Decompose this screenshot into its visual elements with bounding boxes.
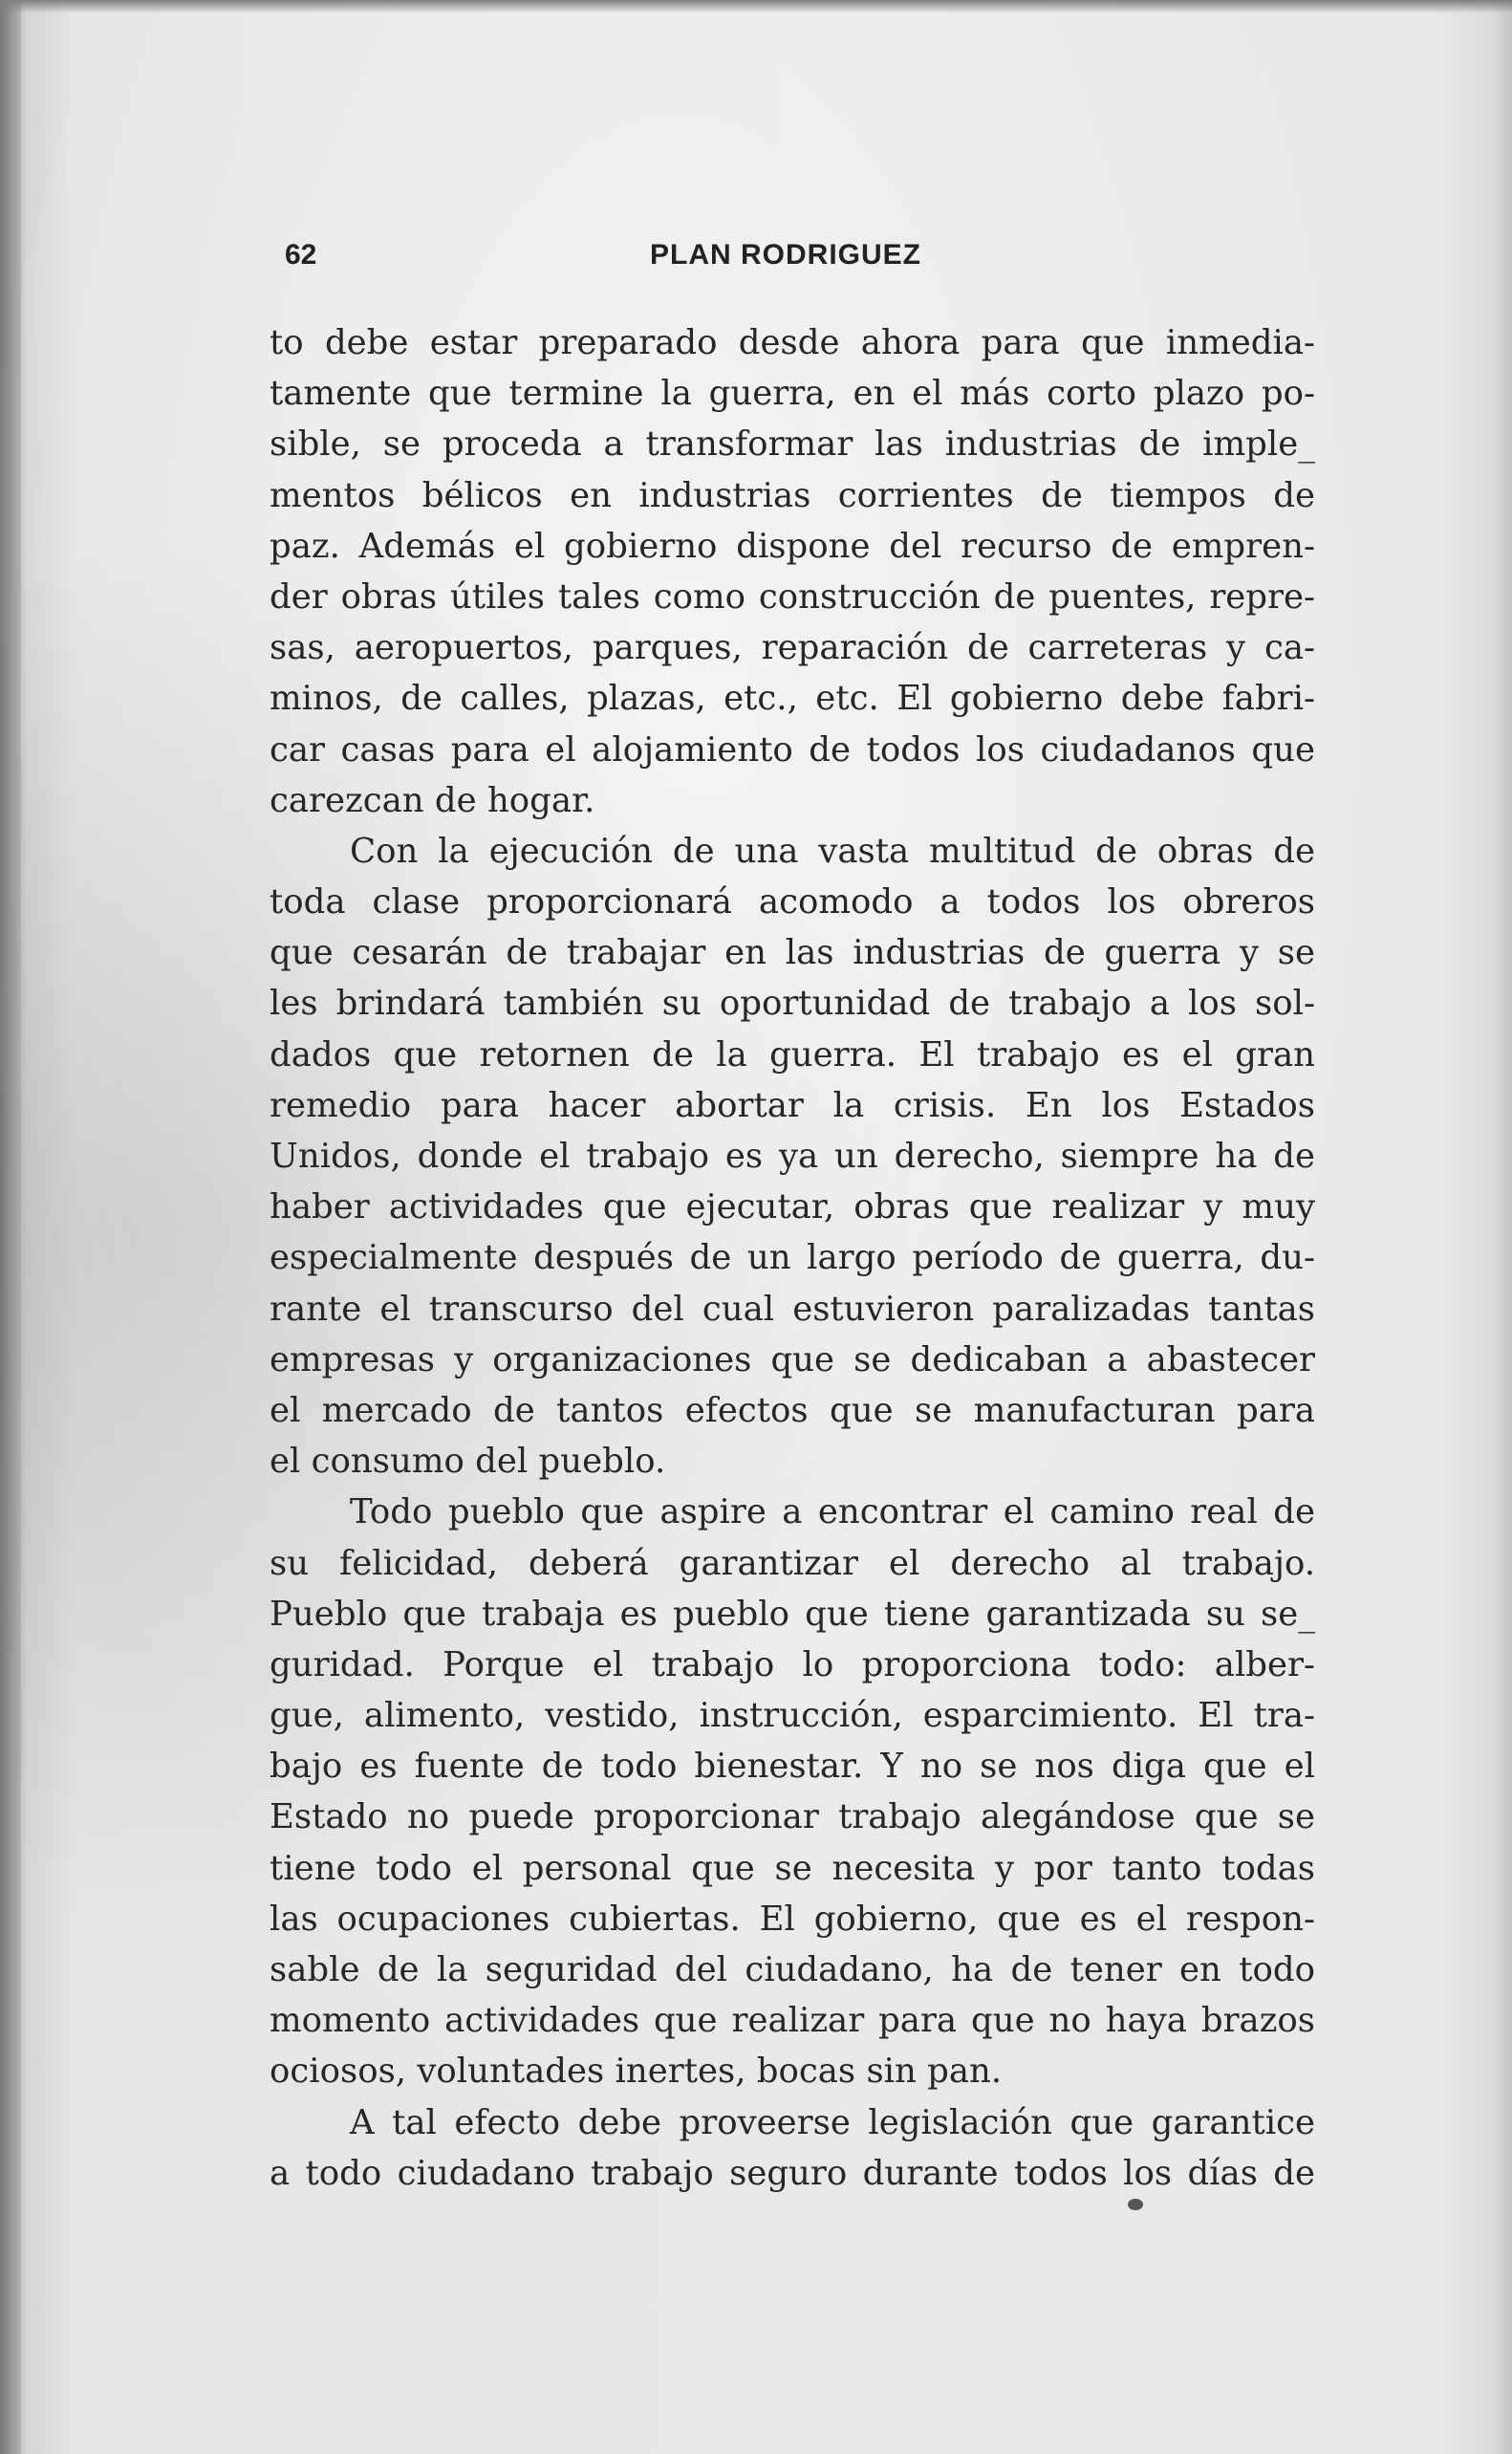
body-text xyxy=(270,317,1315,2199)
text-line: paz. Además el gobierno dispone del recurso de empren- xyxy=(270,526,1315,566)
running-title: PLAN RODRIGUEZ xyxy=(650,239,921,271)
text-line: minos, de calles, plazas, etc., etc. El gobierno debe fabri- xyxy=(270,679,1315,719)
page-left-shadow xyxy=(0,0,21,2454)
text-line: gue, alimento, vestido, instrucción, esparcimiento. El tra- xyxy=(270,1696,1315,1736)
ink-speck xyxy=(1128,2199,1143,2210)
text-line: A tal efecto debe proveerse legislación que garantice xyxy=(350,2102,1315,2142)
text-line: ociosos, voluntades inertes, bocas sin pan. xyxy=(270,2052,1003,2092)
text-line: bajo es fuente de todo bienestar. Y no se nos diga que el xyxy=(270,1747,1315,1787)
text-line: que cesarán de trabajar en las industrias de guerra y se xyxy=(270,933,1315,973)
text-line: las ocupaciones cubiertas. El gobierno, que es el respon- xyxy=(270,1899,1315,1939)
text-line: guridad. Porque el trabajo lo proporciona todo: alber- xyxy=(270,1644,1315,1684)
text-line: Todo pueblo que aspire a encontrar el camino real de xyxy=(350,1492,1315,1532)
text-line: tiene todo el personal que se necesita y por tanto todas xyxy=(270,1848,1315,1888)
text-line: sable de la seguridad del ciudadano, ha de tener en todo xyxy=(270,1950,1315,1989)
text-line: remedio para hacer abortar la crisis. En los Estados xyxy=(270,1085,1315,1125)
text-line: empresas y organizaciones que se dedicaban a abastecer xyxy=(270,1339,1315,1379)
text-line: sas, aeropuertos, parques, reparación de carreteras y ca- xyxy=(270,628,1315,668)
text-line: a todo ciudadano trabajo seguro durante todos los días de xyxy=(270,2153,1315,2193)
text-line: Pueblo que trabaja es pueblo que tiene garantizada su se_ xyxy=(270,1594,1315,1634)
page-top-shadow xyxy=(0,0,1512,13)
text-line: tamente que termine la guerra, en el más corto plazo po- xyxy=(270,374,1315,414)
text-line: el consumo del pueblo. xyxy=(270,1442,666,1482)
page-header xyxy=(285,239,1317,277)
text-line: toda clase proporcionará acomodo a todos los obreros xyxy=(270,882,1315,923)
text-line: sible, se proceda a transformar las industrias de imple_ xyxy=(270,424,1315,465)
text-line: to debe estar preparado desde ahora para que inmedia- xyxy=(270,323,1315,362)
text-line: Unidos, donde el trabajo es ya un derecho, siempre ha de xyxy=(270,1137,1315,1176)
text-line: especialmente después de un largo período de guerra, du- xyxy=(270,1238,1315,1278)
text-line: dados que retornen de la guerra. El trabajo es el gran xyxy=(270,1034,1315,1075)
text-line: der obras útiles tales como construcción de puentes, repre- xyxy=(270,576,1315,617)
text-line: el mercado de tantos efectos que se manufacturan para xyxy=(270,1390,1315,1430)
text-line: su felicidad, deberá garantizar el derecho al trabajo. xyxy=(270,1543,1315,1583)
text-line: car casas para el alojamiento de todos los ciudadanos que xyxy=(270,729,1315,770)
text-line: carezcan de hogar. xyxy=(270,780,595,820)
text-line: les brindará también su oportunidad de trabajo a los sol- xyxy=(270,984,1315,1024)
text-line: haber actividades que ejecutar, obras que realizar y muy xyxy=(270,1187,1315,1227)
text-line: momento actividades que realizar para que no haya brazos xyxy=(270,2001,1315,2041)
text-line: rante el transcurso del cual estuvieron paralizadas tantas xyxy=(270,1289,1315,1329)
text-line: Con la ejecución de una vasta multitud de obras de xyxy=(350,831,1315,871)
text-line: mentos bélicos en industrias corrientes de tiempos de xyxy=(270,475,1315,515)
text-line: Estado no puede proporcionar trabajo alegándose que se xyxy=(270,1797,1315,1837)
page-number: 62 xyxy=(285,239,317,271)
